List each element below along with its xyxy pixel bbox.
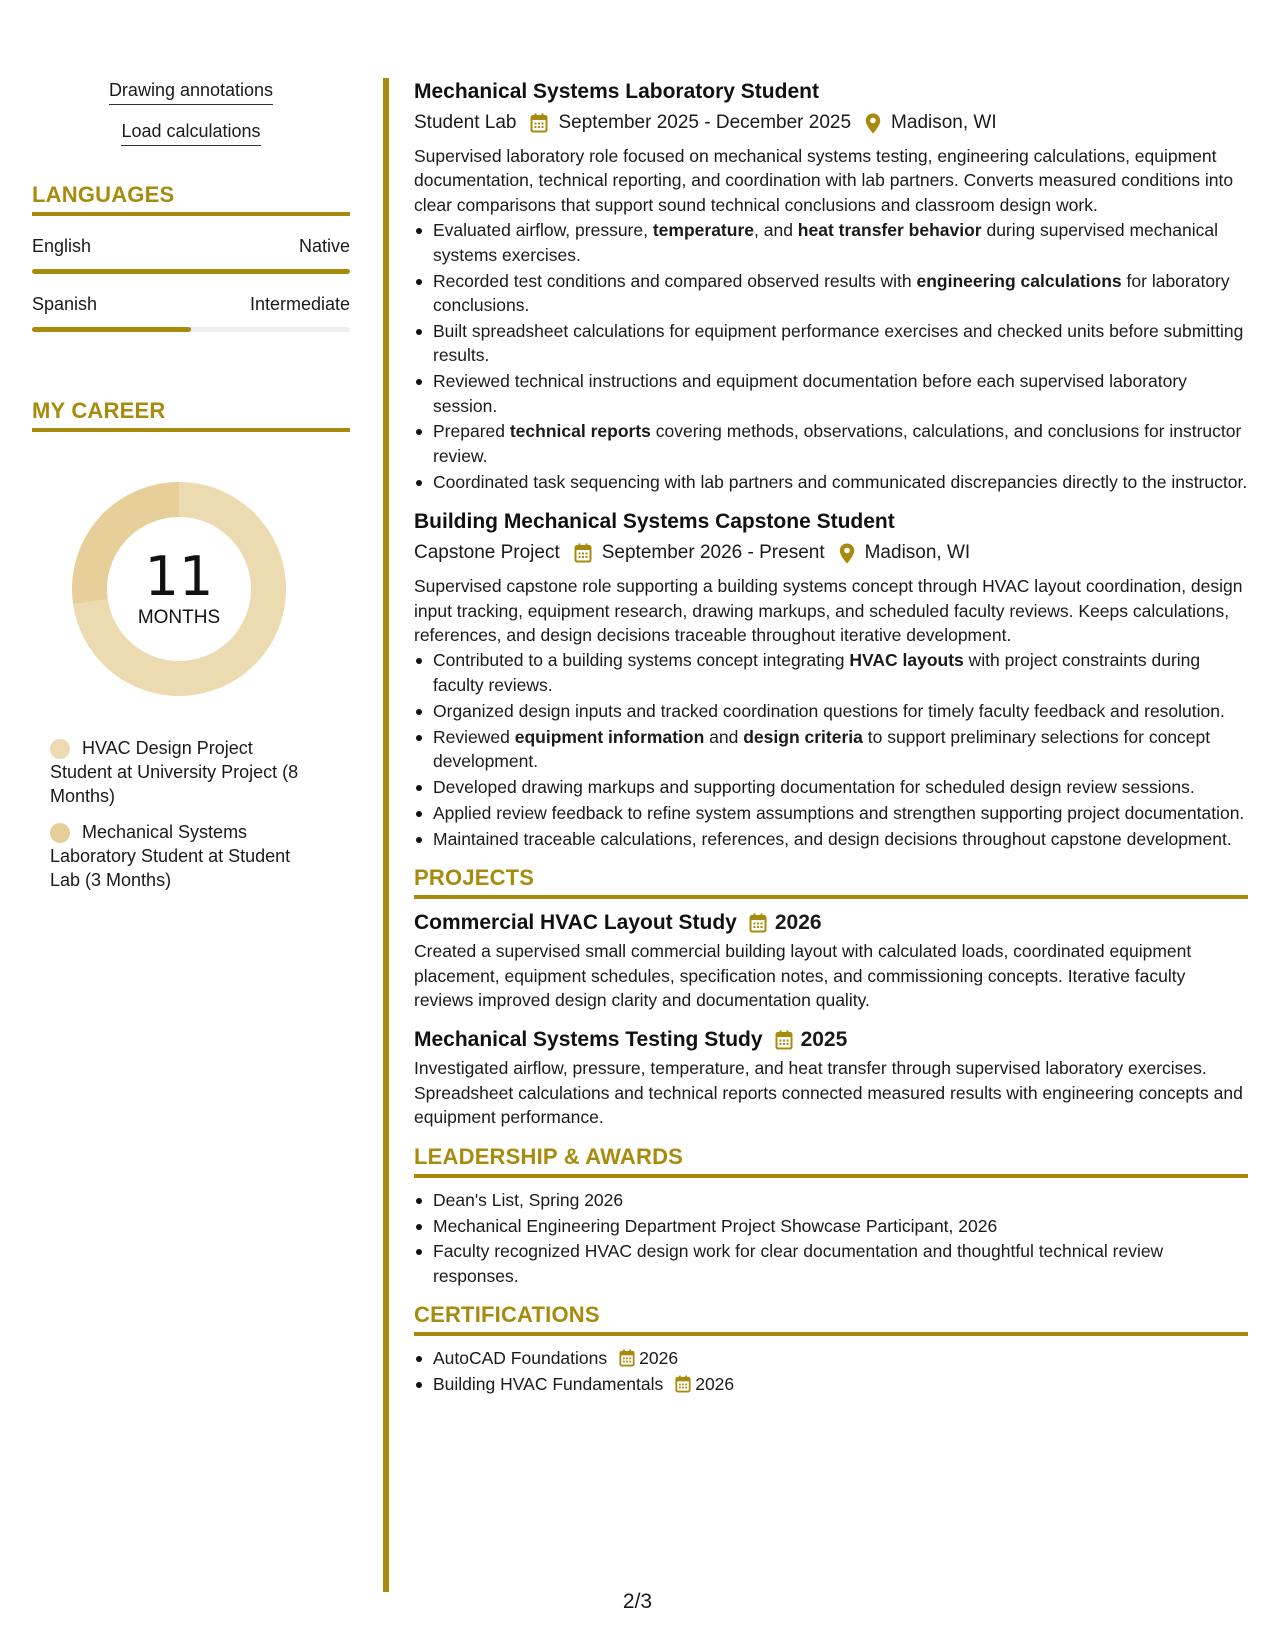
certification-name: AutoCAD Foundations — [433, 1348, 608, 1369]
award-item: Mechanical Engineering Department Project Showcase Participant, 2026 — [414, 1214, 1248, 1238]
career-legend-item — [50, 736, 302, 808]
job-bullet: Recorded test conditions and compared observed results with engineering calculations for laboratory conclusions. — [414, 269, 1248, 318]
job-bullet: Applied review feedback to refine system assumptions and strengthen supporting project documentation. — [414, 801, 1248, 825]
job-bullet: Evaluated airflow, pressure, temperature, and heat transfer behavior during supervised mechanical systems exercises. — [414, 218, 1248, 267]
skill-tag-label: Load calculations — [121, 119, 260, 146]
map-pin-icon — [839, 543, 855, 564]
job-bullet: Organized design inputs and tracked coordination questions for timely faculty feedback and resolution. — [414, 699, 1248, 723]
column-divider — [383, 78, 389, 1592]
skill-tag — [32, 119, 350, 146]
job-bullets — [414, 218, 1248, 494]
language-proficiency-bar — [32, 269, 350, 274]
job-title: Building Mechanical Systems Capstone Student — [414, 510, 895, 534]
project-entry — [414, 909, 1248, 1012]
job-location: Madison, WI — [864, 542, 971, 564]
job-organization: Capstone Project — [414, 542, 560, 564]
job-bullet: Reviewed technical instructions and equipment documentation before each supervised laboratory session. — [414, 369, 1248, 418]
job-bullet: Contributed to a building systems concept integrating HVAC layouts with project constraints during faculty reviews. — [414, 648, 1248, 697]
job-organization: Student Lab — [414, 112, 517, 133]
legend-dot-icon — [50, 823, 70, 843]
job-bullets — [414, 648, 1248, 851]
project-title: Commercial HVAC Layout Study — [414, 911, 737, 935]
career-legend-item — [50, 820, 302, 892]
award-item: Dean's List, Spring 2026 — [414, 1188, 1248, 1212]
job-description: Supervised capstone role supporting a building systems concept through HVAC layout coordination, design input tracking, equipment research, drawing markups, and scheduled faculty reviews. Keeps calculations, references, and design decisions traceable throughout iterative development. — [414, 576, 1243, 645]
career-total-months: 11 — [144, 545, 214, 608]
skill-tag — [32, 78, 350, 105]
certifications-heading: CERTIFICATIONS — [414, 1302, 1248, 1336]
projects-heading: PROJECTS — [414, 865, 1248, 899]
language-level: Intermediate — [249, 294, 350, 314]
experience-entry — [414, 508, 1248, 851]
language-proficiency-fill — [32, 327, 191, 332]
project-title: Mechanical Systems Testing Study — [414, 1028, 763, 1052]
language-level: Native — [298, 236, 350, 256]
page-number: 2/3 — [622, 1590, 653, 1613]
project-year: 2026 — [774, 911, 822, 935]
job-description: Supervised laboratory role focused on mechanical systems testing, engineering calculations, equipment documentation, technical reporting, and coordination with lab partners. Converts measured conditions into clear comparisons that support sound technical conclusions and classroom design work. — [414, 146, 1234, 215]
languages-heading: LANGUAGES — [32, 182, 350, 216]
project-description: Created a supervised small commercial building layout with calculated loads, coordinated equipment placement, equipment schedules, specification notes, and commissioning concepts. Iterative faculty reviews improved design clarity and documentation quality. — [414, 941, 1192, 1010]
calendar-icon — [574, 543, 592, 563]
project-entry — [414, 1026, 1248, 1129]
job-bullet: Built spreadsheet calculations for equipment performance exercises and checked units before submitting results. — [414, 319, 1248, 368]
language-item — [32, 294, 350, 332]
calendar-icon — [619, 1349, 635, 1367]
calendar-icon — [675, 1375, 691, 1393]
career-heading: MY CAREER — [32, 398, 350, 432]
legend-dot-icon — [50, 739, 70, 759]
certification-item — [414, 1346, 1248, 1370]
awards-list — [414, 1188, 1248, 1289]
certification-year: 2026 — [695, 1374, 735, 1395]
job-bullet: Coordinated task sequencing with lab partners and communicated discrepancies directly to the instructor. — [414, 470, 1248, 494]
job-bullet: Prepared technical reports covering methods, observations, calculations, and conclusions for instructor review. — [414, 419, 1248, 468]
certification-name: Building HVAC Fundamentals — [433, 1374, 664, 1395]
career-legend — [32, 736, 302, 892]
sidebar — [32, 78, 350, 904]
skill-tag-label: Drawing annotations — [109, 78, 273, 105]
certification-year: 2026 — [639, 1348, 679, 1369]
job-location: Madison, WI — [891, 112, 997, 133]
award-item: Faculty recognized HVAC design work for clear documentation and thoughtful technical review responses. — [414, 1239, 1248, 1288]
career-donut-chart — [66, 476, 292, 702]
job-title: Mechanical Systems Laboratory Student — [414, 80, 819, 103]
main-column — [414, 78, 1248, 1398]
career-total-unit: MONTHS — [137, 607, 221, 628]
calendar-icon — [775, 1030, 793, 1050]
map-pin-icon — [865, 113, 881, 134]
job-dates: September 2026 - Present — [601, 542, 825, 564]
certification-item — [414, 1372, 1248, 1396]
calendar-icon — [530, 113, 548, 133]
language-item — [32, 236, 350, 274]
language-proficiency-fill — [32, 269, 350, 274]
job-dates: September 2025 - December 2025 — [558, 112, 852, 133]
job-bullet: Reviewed equipment information and design criteria to support preliminary selections for concept development. — [414, 725, 1248, 774]
career-legend-label: Mechanical Systems Laboratory Student at Student Lab (3 Months) — [50, 822, 291, 890]
language-name: Spanish — [32, 294, 98, 314]
job-meta — [414, 539, 1248, 567]
job-meta — [414, 109, 1248, 137]
experience-entry — [414, 78, 1248, 494]
language-proficiency-bar — [32, 327, 350, 332]
calendar-icon — [749, 913, 767, 933]
certifications-list — [414, 1346, 1248, 1396]
language-name: English — [32, 236, 92, 256]
project-year: 2025 — [800, 1028, 848, 1052]
awards-heading: LEADERSHIP & AWARDS — [414, 1144, 1248, 1178]
career-legend-label: HVAC Design Project Student at University Project (8 Months) — [50, 738, 299, 806]
project-description: Investigated airflow, pressure, temperature, and heat transfer through supervised laboratory exercises. Spreadsheet calculations and technical reports connected measured results with engineering concepts and equipment performance. — [414, 1058, 1243, 1128]
job-bullet: Developed drawing markups and supporting documentation for scheduled design review sessions. — [414, 775, 1248, 799]
job-bullet: Maintained traceable calculations, references, and design decisions throughout capstone development. — [414, 827, 1248, 851]
